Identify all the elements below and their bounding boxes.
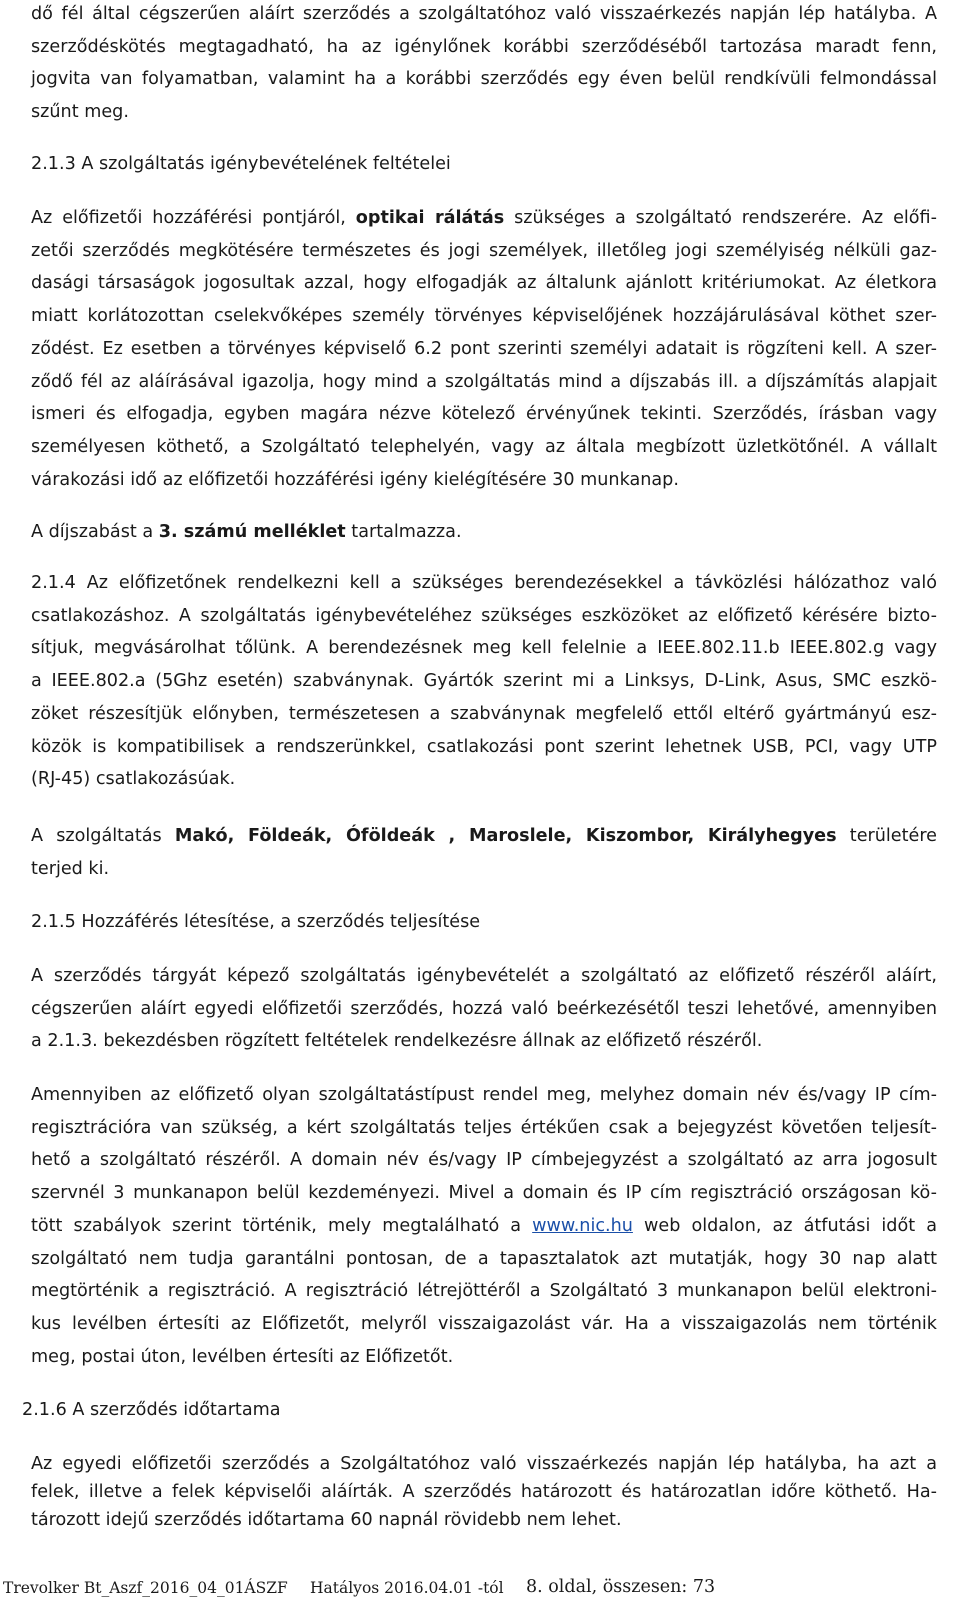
paragraph-conditions bbox=[31, 202, 937, 496]
heading-text: 2.1.5 Hozzáférés létesítése, a szerződés teljesítése bbox=[31, 912, 481, 932]
text-line: 2.1.4 Az előfizetőnek rendelkezni kell a szükséges berendezésekkel a távközlési hálózathoz való bbox=[31, 573, 937, 593]
text-line: szerződéskötés megtagadható, ha az igénylőnek korábbi szerződéséből tartozása maradt fenn, bbox=[31, 36, 937, 57]
heading-text: 2.1.6 A szerződés időtartama bbox=[22, 1400, 281, 1420]
text-line: a 2.1.3. bekezdésben rögzített feltételek rendelkezésre állnak az előfizető részéről. bbox=[31, 1031, 763, 1052]
text-span: területére bbox=[836, 826, 938, 846]
paragraph-domain-registration bbox=[31, 1079, 937, 1373]
text-line: sítjuk, megvásárolhat tőlünk. A berendezésnek meg kell felelnie a IEEE.802.11.b IEEE.802.g vagy bbox=[31, 638, 937, 659]
text-span: A szolgáltatás bbox=[31, 826, 175, 846]
nic-hu-link[interactable]: www.nic.hu bbox=[532, 1215, 633, 1236]
text-line bbox=[31, 820, 937, 853]
text-line: A szerződés tárgyát képező szolgáltatás igénybevételét a szolgáltató az előfizető részéről aláírt, bbox=[31, 966, 937, 986]
text-line bbox=[31, 202, 937, 235]
text-line: ződést. Ez esetben a törvényes képviselő 6.2 pont szerinti személyi adatait is rögzíteni kell. A szer- bbox=[31, 338, 937, 359]
text-line: közök is kompatibilisek a rendszerünkkel, csatlakozási pont szerint lehetnek USB, PCI, vagy UTP bbox=[31, 736, 937, 757]
text-line bbox=[31, 1210, 937, 1243]
paragraph-access bbox=[31, 960, 937, 1058]
text-line: meg, postai úton, levélben értesíti az Előfizetőt. bbox=[31, 1346, 454, 1367]
text-line: zetői szerződés megkötésére természetes és jogi személyek, illetőleg jogi személyiség nélküli gaz- bbox=[31, 240, 937, 261]
footer-page-number: 8. oldal, összesen: 73 bbox=[526, 1577, 716, 1597]
paragraph-duration bbox=[31, 1450, 937, 1534]
text-line: miatt korlátozottan cselekvőképes személy törvényes képviselőjének hozzájárulásával köthet szer- bbox=[31, 306, 937, 327]
text-span: Az előfizetői hozzáférési pontjáról, bbox=[31, 208, 356, 228]
text-line: cégszerűen aláírt egyedi előfizetői szerződés, hozzá való beérkezésétől teszi lehetővé, amennyiben bbox=[31, 998, 937, 1019]
text-line: (RJ-45) csatlakozásúak. bbox=[31, 769, 236, 790]
text-line: várakozási idő az előfizetői hozzáférési igény kielégítésére 30 munkanap. bbox=[31, 469, 679, 490]
text-line: jogvita van folyamatban, valamint ha a korábbi szerződés egy éven belül rendkívüli felmondással bbox=[31, 69, 937, 90]
text-line: megtörténik a regisztráció. A regisztráció létrejöttéről a Szolgáltató 3 munkanapon belül elektroni- bbox=[31, 1281, 937, 1302]
footer-effective-date: Hatályos 2016.04.01 -tól bbox=[310, 1579, 504, 1597]
text-span: web oldalon, az átfutási időt a bbox=[632, 1215, 937, 1236]
text-line: a IEEE.802.a (5Ghz esetén) szabványnak. Gyártók szerint mi a Linksys, D-Link, Asus, SMC eszkö- bbox=[31, 671, 937, 692]
text-line: kus levélben értesíti az Előfizetőt, melyről visszaigazolást vár. Ha a visszaigazolás nem történik bbox=[31, 1313, 937, 1334]
text-line: hető a szolgáltató részéről. A domain név és/vagy IP címbejegyzést a szolgáltató az arra jogosult bbox=[31, 1150, 937, 1171]
text-line: szervnél 3 munkanapon belül kezdeményezi. Mivel a domain és IP cím regisztráció országosan kö- bbox=[31, 1183, 937, 1204]
text-line: Amennyiben az előfizető olyan szolgáltatástípust rendel meg, melyhez domain név és/vagy IP cím- bbox=[31, 1085, 937, 1105]
section-heading-2-1-5 bbox=[31, 908, 937, 936]
bold-text: Makó, Földeák, Óföldeák , Maroslele, Kiszombor, Királyhegyes bbox=[174, 826, 837, 846]
text-span: tartalmazza. bbox=[345, 522, 462, 542]
paragraph-pricing bbox=[31, 518, 937, 546]
heading-text: 2.1.3 A szolgáltatás igénybevételének feltételei bbox=[31, 154, 451, 174]
text-line: csatlakozáshoz. A szolgáltatás igénybevételéhez szükséges eszközöket az előfizető kérésére bizto- bbox=[31, 605, 937, 626]
text-line: tározott idejű szerződés időtartama 60 napnál rövidebb nem lehet. bbox=[31, 1510, 622, 1530]
text-line: zöket részesítjük előnyben, természetesen a szabványnak megfelelő ettől eltérő gyártmányú esz- bbox=[31, 703, 937, 724]
text-line: dasági társaságok jogosultak azzal, hogy elfogadják az általunk ajánlott kritériumokat. Az életkora bbox=[31, 273, 937, 294]
text-line: dő fél által cégszerűen aláírt szerződés a szolgáltatóhoz való visszaérkezés napján lép hatályba. A bbox=[31, 4, 937, 24]
text-line: terjed ki. bbox=[31, 858, 110, 879]
section-heading-2-1-6 bbox=[22, 1396, 928, 1424]
paragraph-2-1-4 bbox=[31, 567, 937, 796]
text-line: szolgáltató nem tudja garantálni pontosan, de a tapasztalatok azt mutatják, hogy 30 nap alatt bbox=[31, 1248, 937, 1269]
text-line: felek, illetve a felek képviselői aláírták. A szerződés határozott és határozatlan időre köthető. Ha- bbox=[31, 1482, 937, 1502]
text-span: tött szabályok szerint történik, mely megtalálható a bbox=[31, 1215, 533, 1236]
section-heading-2-1-3 bbox=[31, 150, 937, 178]
page-footer bbox=[0, 1577, 960, 1605]
footer-document-id: Trevolker Bt_Aszf_2016_04_01ÁSZF bbox=[3, 1579, 288, 1597]
text-line bbox=[31, 518, 937, 546]
paragraph-service-area bbox=[31, 820, 937, 885]
bold-text: 3. számú melléklet bbox=[158, 522, 346, 542]
text-span: A díjszabást a bbox=[31, 522, 159, 542]
bold-text: optikai rálátás bbox=[355, 208, 505, 228]
paragraph-intro bbox=[31, 0, 937, 129]
text-line: Az egyedi előfizetői szerződés a Szolgáltatóhoz való visszaérkezés napján lép hatályba, ha azt a bbox=[31, 1454, 937, 1474]
text-line: ismeri és elfogadja, egyben magára nézve kötelező érvényűnek tekinti. Szerződés, írásban vagy bbox=[31, 404, 937, 425]
text-line: szűnt meg. bbox=[31, 102, 129, 123]
text-line: személyesen köthető, a Szolgáltató telephelyén, vagy az általa megbízott üzletkötőnél. A vállalt bbox=[31, 436, 937, 457]
text-line: ződő fél az aláírásával igazolja, hogy mind a szolgáltatás mind a díjszabás ill. a díjszámítás alapjait bbox=[31, 371, 937, 392]
text-line: regisztrációra van szükség, a kért szolgáltatás teljes értékűen csak a bejegyzést követően teljesít- bbox=[31, 1117, 937, 1138]
text-span: szükséges a szolgáltató rendszerére. Az előfi- bbox=[504, 208, 937, 228]
